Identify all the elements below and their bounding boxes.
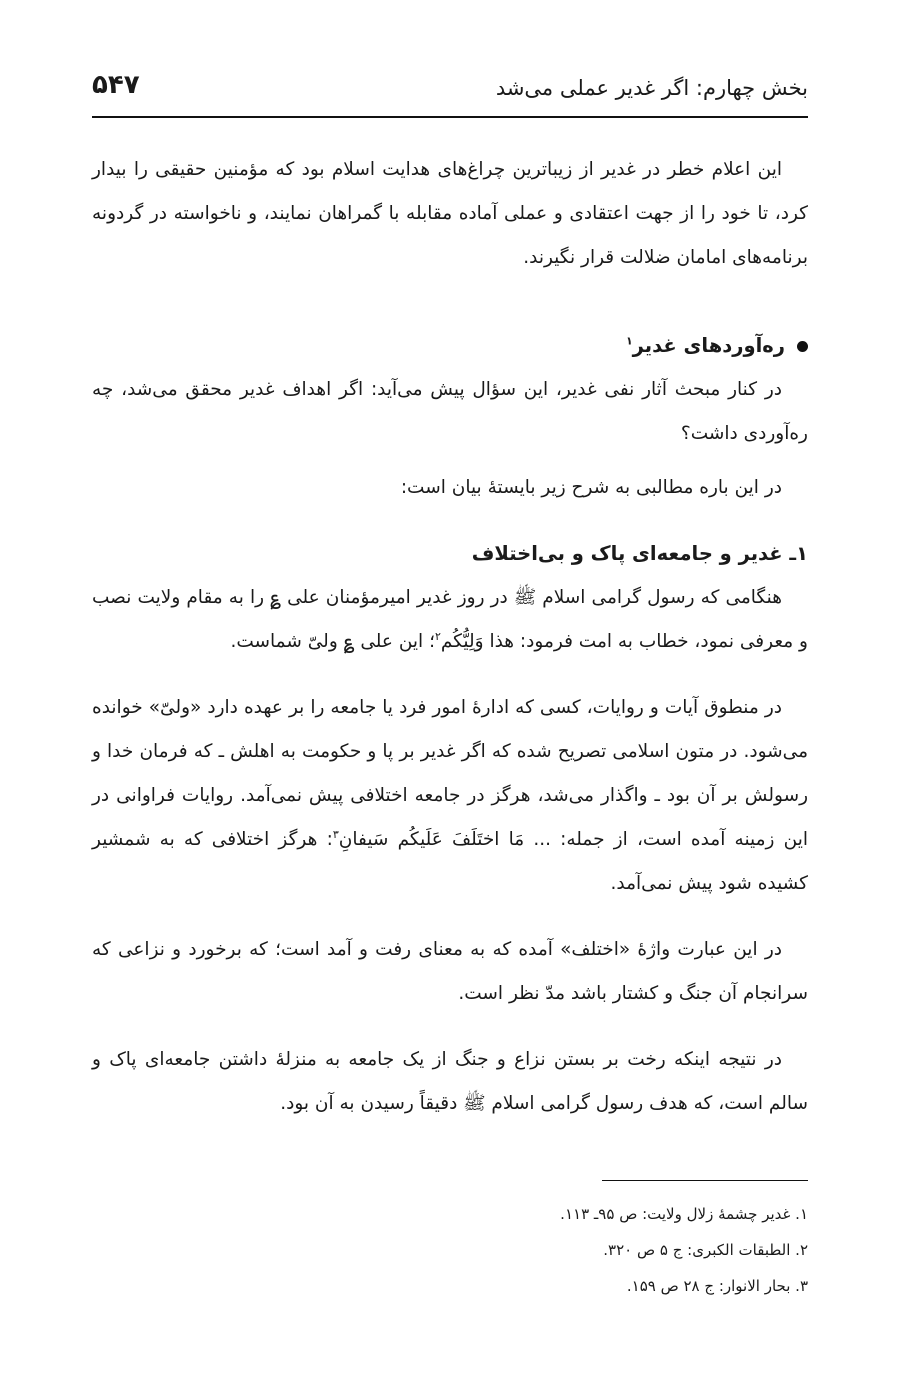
footnote-ref-3: ۳: [332, 827, 339, 841]
running-header: [92, 68, 808, 118]
book-page: [92, 0, 808, 1390]
bullet-icon: [797, 341, 808, 352]
chapter-title: بخش چهارم: اگر غدیر عملی می‌شد: [495, 76, 808, 100]
footnotes: [92, 1196, 808, 1304]
intro-paragraph: این اعلام خطر در غدیر از زیباترین چراغ‌های هدایت اسلام بود که مؤمنین حقیقی را بیدار کرد، تا خود را از جهت اعتقادی و عملی آماده مقابله با گمراهان نمایند، و ناخواسته در گردونه برنامه‌های امامان ضلالت قرار نگیرند.: [92, 159, 808, 268]
paragraph-conclusion: در نتیجه اینکه رخت بر بستن نزاع و جنگ از یک جامعه به منزلهٔ داشتن جامعه‌ای پاک و سالم است، که هدف رسول گرامی اسلام ﷺ دقیقاً رسیدن به آن بود.: [92, 1049, 808, 1114]
paragraph-ikhtalaf: در این عبارت واژهٔ «اختلف» آمده که به معنای رفت و آمد است؛ که برخورد و نزاعی که سرانجام آن جنگ و کشتار باشد مدّ نظر است.: [92, 939, 808, 1004]
footnote-ref-1: ۱: [625, 334, 633, 348]
footnote-item: ۱. غدیر چشمهٔ زلال ولایت: ص ۹۵ـ ۱۱۳.: [560, 1205, 808, 1223]
paragraph-ghadir-announcement: هنگامی که رسول گرامی اسلام ﷺ در روز غدیر امیرمؤمنان علی ؏ را به مقام ولایت نصب و معرفی نمود، خطاب به امت فرمود: هذا وَلِیُّکُم$^۲$؛ این علی ؏ ولیّ شماست.: [92, 587, 808, 652]
footnote-item: ۳. بحار الانوار: ج ۲۸ ص ۱۵۹.: [626, 1277, 808, 1295]
paragraph-question: در کنار مبحث آثار نفی غدیر، این سؤال پیش می‌آید: اگر اهداف غدیر محقق می‌شد، چه ره‌آوردی داشت؟: [92, 379, 808, 444]
subheading-1: ۱ـ غدیر و جامعه‌ای پاک و بی‌اختلاف: [471, 542, 808, 565]
paragraph-intro-list: در این باره مطالبی به شرح زیر بایستهٔ بیان است:: [400, 477, 782, 498]
paragraph-wali-definition: در منطوق آیات و روایات، کسی که ادارهٔ امور فرد یا جامعه را بر عهده دارد «ولیّ» خوانده می‌شود. در متون اسلامی تصریح شده که اگر غدیر بر پا و حکومت به اهلش ـ که فرمان خدا و رسولش بر آن بود ـ واگذار می‌شد، هرگز در جامعه اختلافی پیش نمی‌آمد. روایات فراوانی در این زمینه آمده است، از جمله: ... مَا اختَلَفَ عَلَیکُم سَیفانِ$^۳$: هرگز اختلافی که به شمشیر کشیده شود پیش نمی‌آمد.: [92, 697, 808, 894]
section-heading-text: ره‌آوردهای غدیر$^۱$: [625, 334, 785, 357]
footnote-divider: [602, 1180, 808, 1181]
main-text: [92, 148, 808, 1148]
section-heading: [92, 324, 808, 368]
footnote-item: ۲. الطبقات الکبری: ج ۵ ص ۳۲۰.: [603, 1241, 808, 1259]
page-number: ۵۴۷: [92, 70, 140, 100]
footnote-ref-2: ۲: [434, 629, 441, 643]
